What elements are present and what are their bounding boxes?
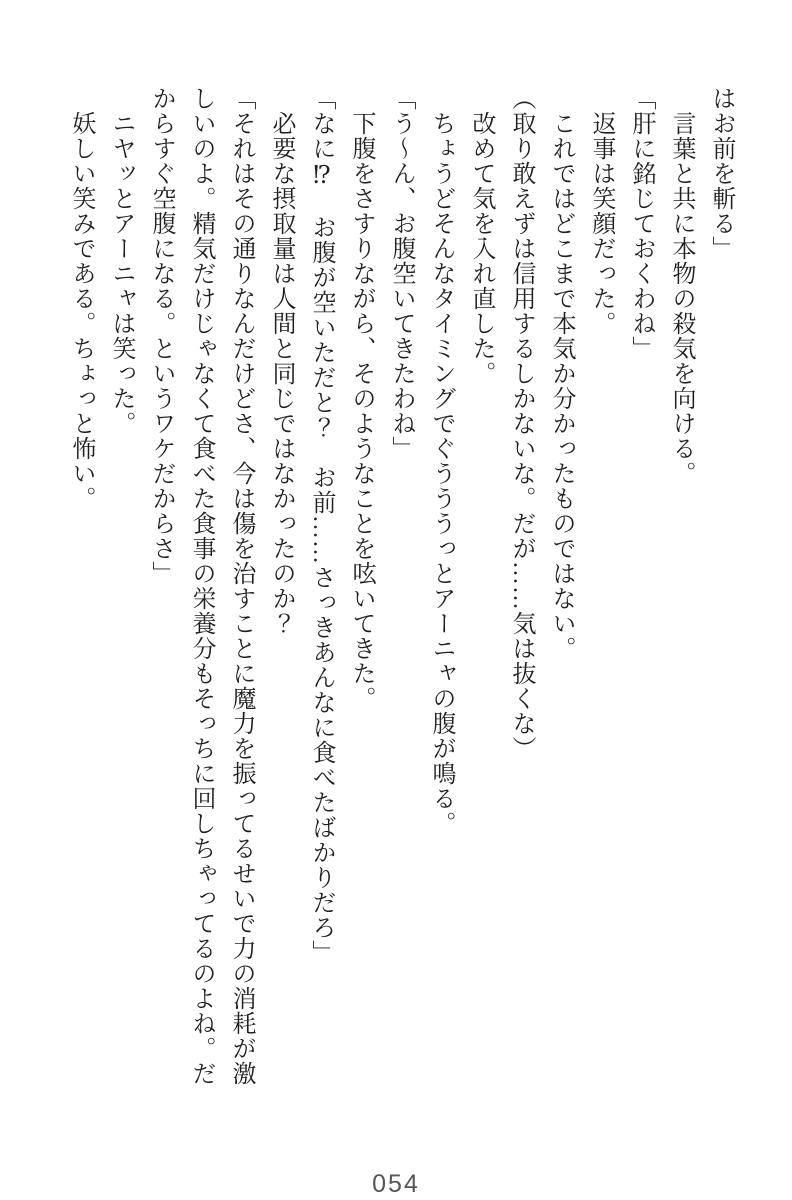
page-number: 054: [372, 1170, 420, 1198]
text-line: 改めて気を入れ直した。: [468, 86, 494, 386]
text-line: （取り敢えずは信用するしかないな。だが……気は抜くな）: [508, 86, 534, 761]
text-line: 「なに⁉ お腹が空いただと？ お前……さっきあんなに食べたばかりだろ」: [308, 86, 334, 965]
text-line: 妖しい笑みである。ちょっと怖い。: [68, 86, 94, 511]
text-line: 「肝に銘じておくわね」: [628, 86, 654, 361]
text-line: ニヤッとアーニャは笑った。: [108, 86, 134, 436]
text-line: はお前を斬る」: [708, 86, 734, 261]
page-text: [61, 86, 741, 1101]
text-line: 返事は笑顔だった。: [588, 86, 614, 336]
text-line: からすぐ空腹になる。というワケだからさ」: [148, 86, 174, 586]
text-line: 下腹をさすりながら、そのようなことを呟いてきた。: [348, 86, 374, 711]
text-line: 言葉と共に本物の殺気を向ける。: [668, 86, 694, 486]
page-footer: [0, 1170, 792, 1199]
text-line: これではどこまで本気か分かったものではない。: [548, 86, 574, 661]
text-line: 必要な摂取量は人間と同じではなかったのか？: [268, 86, 294, 636]
text-line: 「それはその通りなんだけどさ、今は傷を治すことに魔力を振ってるせいで力の消耗が激: [228, 86, 254, 1086]
text-line: しいのよ。精気だけじゃなくて食べた食事の栄養分もそっちに回しちゃってるのよね。だ: [188, 86, 214, 1086]
text-line: 「う〜ん、お腹空いてきたわね」: [388, 86, 414, 461]
text-line: ちょうどそんなタイミングでぐうううっとアーニャの腹が鳴る。: [428, 86, 454, 836]
